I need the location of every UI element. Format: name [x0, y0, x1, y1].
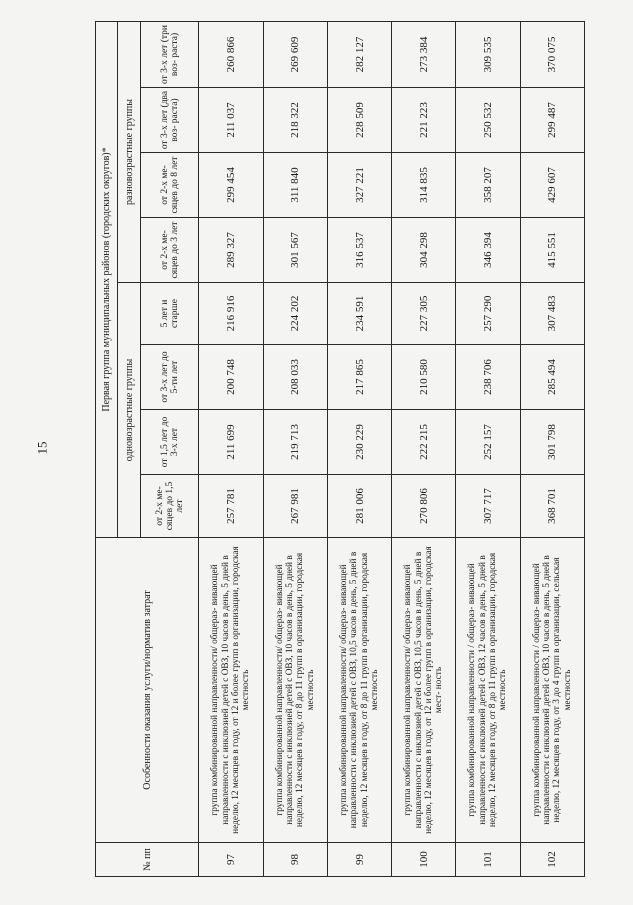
- cost-value: 211 037: [199, 88, 263, 153]
- cost-value: 221 223: [392, 88, 456, 153]
- cost-value: 267 981: [263, 475, 327, 538]
- cost-value: 307 483: [520, 283, 584, 345]
- column-header: 5 лет и старше: [141, 283, 199, 345]
- cost-value: 219 713: [263, 410, 327, 475]
- cost-value: 269 609: [263, 21, 327, 87]
- row-description: группа комбинированной направленности / общераз- вивающей направленности с инклюзией детей с ОВЗ, 12 часов в день, 5 дней в неделю, 12 месяцев в году, от 8 до 11 групп в организации, городская местность: [456, 538, 520, 843]
- cost-value: 285 494: [520, 345, 584, 410]
- cost-value: 234 591: [327, 283, 391, 345]
- column-header: от 2-х ме- сяцев до 3 лет: [141, 218, 199, 283]
- cost-value: 282 127: [327, 21, 391, 87]
- cost-value: 281 006: [327, 475, 391, 538]
- cost-value: 358 207: [456, 153, 520, 218]
- cost-value: 217 865: [327, 345, 391, 410]
- header-same-age: одновозрастные группы: [118, 283, 141, 538]
- cost-value: 210 580: [392, 345, 456, 410]
- cost-value: 250 532: [456, 88, 520, 153]
- row-description: группа комбинированной направленности/ общераз- вивающей направленности с инклюзией детей с ОВЗ, 10,5 часов в день, 5 дней в неделю, 12 месяцев в году, от 12 и более групп в организации, городская мест- ность: [392, 538, 456, 843]
- cost-value: 299 487: [520, 88, 584, 153]
- cost-value: 307 717: [456, 475, 520, 538]
- cost-value: 216 916: [199, 283, 263, 345]
- header-num: № пп: [96, 843, 199, 877]
- column-header: от 3-х лет (два воз- раста): [141, 88, 199, 153]
- cost-value: 299 454: [199, 153, 263, 218]
- cost-value: 301 567: [263, 218, 327, 283]
- row-number: 100: [392, 843, 456, 877]
- row-number: 98: [263, 843, 327, 877]
- cost-value: 211 699: [199, 410, 263, 475]
- cost-value: 370 075: [520, 21, 584, 87]
- table-row: [199, 21, 263, 876]
- cost-value: 218 322: [263, 88, 327, 153]
- cost-value: 314 835: [392, 153, 456, 218]
- rotated-page: [95, 22, 585, 877]
- cost-value: 224 202: [263, 283, 327, 345]
- column-header: от 3-х лет до 5-ти лет: [141, 345, 199, 410]
- table-body: [199, 21, 585, 876]
- cost-value: 316 537: [327, 218, 391, 283]
- cost-value: 200 748: [199, 345, 263, 410]
- header-features: Особенности оказания услуги/норматив затрат: [96, 538, 199, 843]
- cost-value: 208 033: [263, 345, 327, 410]
- cost-value: 304 298: [392, 218, 456, 283]
- row-description: группа комбинированной направленности/ общераз- вивающей направленности с инклюзией детей с ОВЗ, 10,5 часов в день, 5 дней в неделю, 12 месяцев в году, от 8 до 11 групп в организации, городская местность: [327, 538, 391, 843]
- header-mixed-age: разновозрастные группы: [118, 21, 141, 282]
- cost-value: 238 706: [456, 345, 520, 410]
- table-row: [456, 21, 520, 876]
- cost-value: 309 535: [456, 21, 520, 87]
- cost-value: 368 701: [520, 475, 584, 538]
- row-number: 101: [456, 843, 520, 877]
- row-number: 99: [327, 843, 391, 877]
- table-row: [392, 21, 456, 876]
- column-header: от 2-х ме- сяцев до 1,5 лет: [141, 475, 199, 538]
- cost-value: 228 509: [327, 88, 391, 153]
- cost-value: 252 157: [456, 410, 520, 475]
- column-header: от 2-х ме- сяцев до 8 лет: [141, 153, 199, 218]
- cost-value: 346 394: [456, 218, 520, 283]
- cost-value: 327 221: [327, 153, 391, 218]
- cost-value: 227 305: [392, 283, 456, 345]
- cost-norms-table: [95, 21, 585, 877]
- row-description: группа комбинированной направленности/ общераз- вивающей направленности с инклюзией детей с ОВЗ, 10 часов в день, 5 дней в неделю, 12 месяцев в году, от 12 и более групп в организации, городская местность: [199, 538, 263, 843]
- cost-value: 311 840: [263, 153, 327, 218]
- column-header: от 3-х лет (три воз- раста): [141, 21, 199, 87]
- row-number: 102: [520, 843, 584, 877]
- cost-value: 230 229: [327, 410, 391, 475]
- row-description: группа комбинированной направленности / общераз- вивающей направленности с инклюзией детей с ОВЗ, 10 часов в день, 5 дней в неделю, 12 месяцев в году, от 3 до 4 групп в организации, сельская местность: [520, 538, 584, 843]
- cost-value: 257 290: [456, 283, 520, 345]
- row-description: группа комбинированной направленности/ общераз- вивающей направленности с инклюзией детей с ОВЗ, 10 часов в день, 5 дней в неделю, 12 месяцев в году, от 8 до 11 групп в организации, городская местность: [263, 538, 327, 843]
- header-group: Первая группа муниципальных районов (городских округов)*: [96, 21, 118, 537]
- cost-value: 260 866: [199, 21, 263, 87]
- table-row: [327, 21, 391, 876]
- cost-value: 429 607: [520, 153, 584, 218]
- cost-value: 273 384: [392, 21, 456, 87]
- row-number: 97: [199, 843, 263, 877]
- page-number: 15: [34, 441, 50, 455]
- cost-value: 415 551: [520, 218, 584, 283]
- cost-value: 301 798: [520, 410, 584, 475]
- table-row: [520, 21, 584, 876]
- cost-value: 289 327: [199, 218, 263, 283]
- cost-value: 257 781: [199, 475, 263, 538]
- cost-value: 222 215: [392, 410, 456, 475]
- table-row: [263, 21, 327, 876]
- cost-value: 270 806: [392, 475, 456, 538]
- column-header: от 1,5 лет до 3-х лет: [141, 410, 199, 475]
